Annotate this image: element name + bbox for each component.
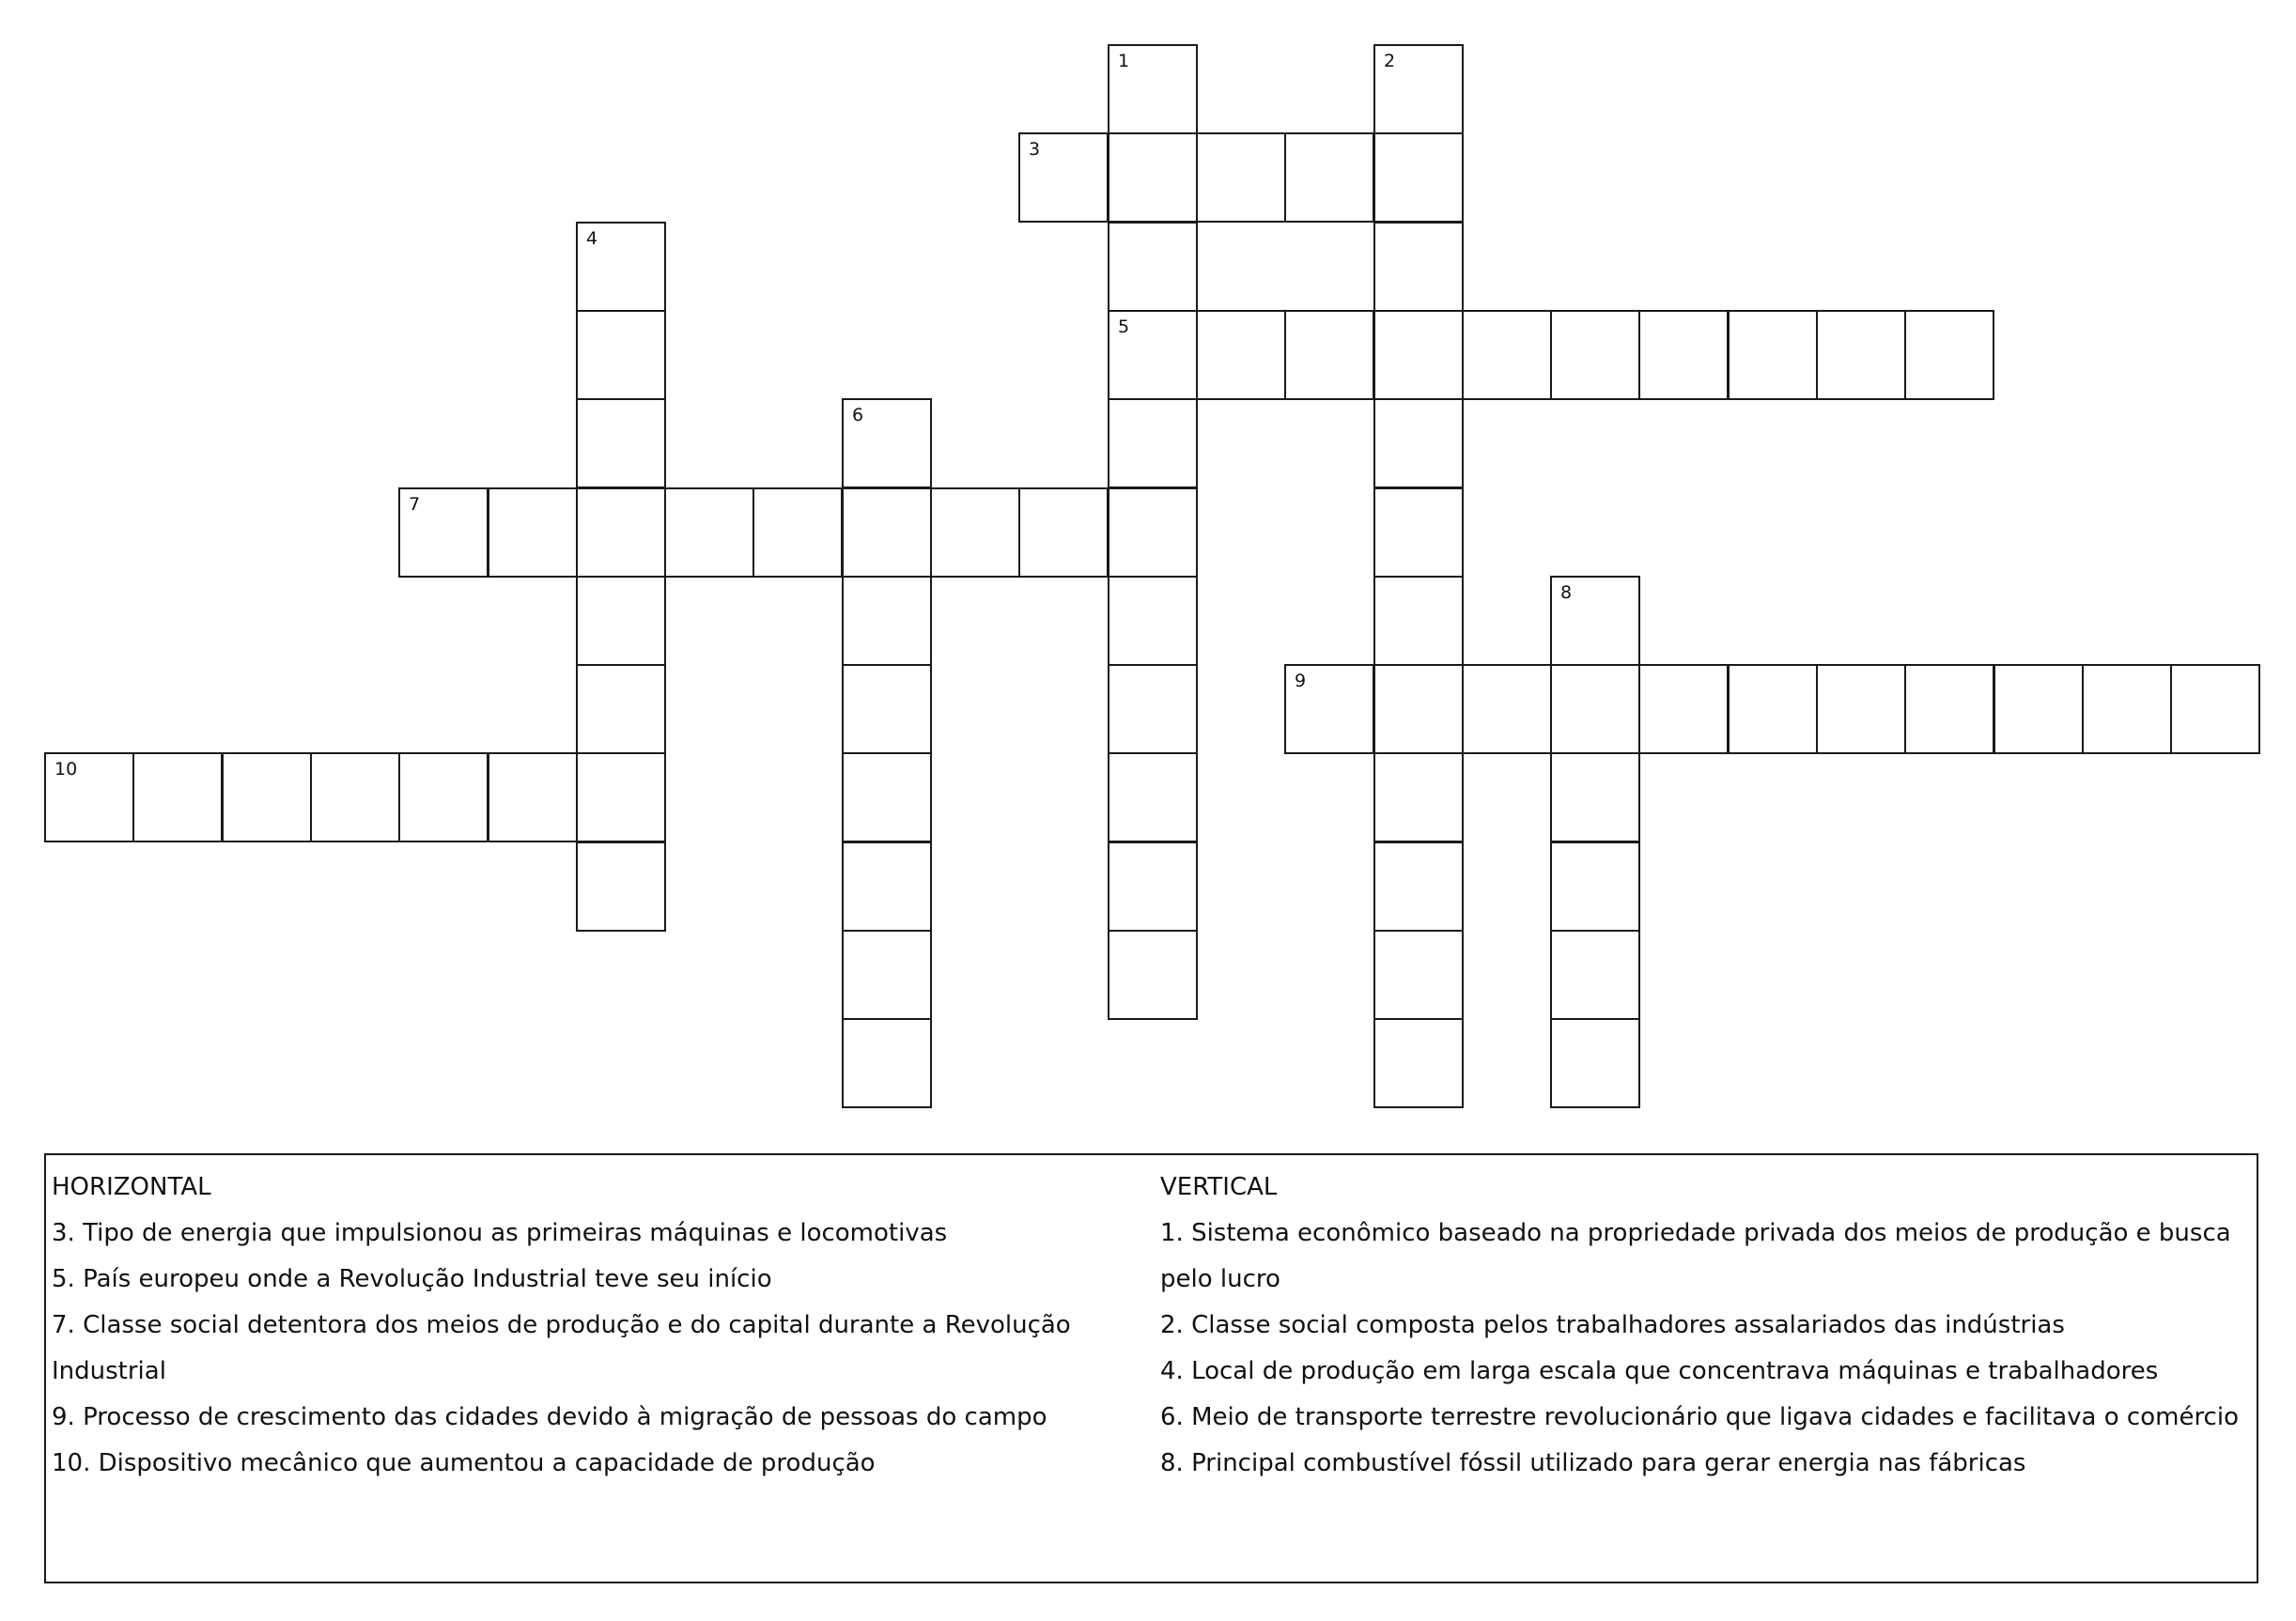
crossword-cell[interactable] — [222, 752, 312, 842]
clue-number: 10 — [54, 759, 78, 780]
clue-across-9: 9. Processo de crescimento das cidades devido à migração de pessoas do campo — [52, 1403, 1047, 1431]
clue-across-7: 7. Classe social detentora dos meios de produção e do capital durante a Revolução Industrial — [52, 1311, 1071, 1385]
crossword-cell[interactable] — [842, 398, 932, 488]
crossword-cell[interactable] — [664, 487, 754, 578]
clue-across-3: 3. Tipo de energia que impulsionou as primeiras máquinas e locomotivas — [52, 1219, 948, 1247]
crossword-cell[interactable] — [1373, 664, 1464, 754]
crossword-cell[interactable] — [488, 487, 578, 578]
crossword-cell[interactable] — [1108, 841, 1198, 932]
crossword-cell[interactable] — [1108, 222, 1198, 312]
clue-number: 9 — [1295, 671, 1307, 691]
crossword-cell[interactable] — [576, 752, 666, 842]
crossword-cell[interactable] — [1018, 132, 1109, 223]
crossword-cell[interactable] — [2170, 664, 2260, 754]
crossword-cell[interactable] — [1108, 664, 1198, 754]
clue-number: 6 — [852, 405, 864, 425]
clue-down-8: 8. Principal combustível fóssil utilizado para gerar energia nas fábricas — [1160, 1449, 2026, 1477]
crossword-cell[interactable] — [1108, 132, 1198, 223]
clue-number: 4 — [586, 228, 598, 249]
crossword-cell[interactable] — [842, 664, 932, 754]
crossword-cell[interactable] — [842, 930, 932, 1020]
crossword-cell[interactable] — [1284, 310, 1374, 400]
crossword-cell[interactable] — [1373, 44, 1464, 134]
crossword-cell[interactable] — [1373, 576, 1464, 666]
crossword-cell[interactable] — [842, 841, 932, 932]
crossword-cell[interactable] — [1108, 487, 1198, 578]
clue-across-5: 5. País europeu onde a Revolução Industrial teve seu início — [52, 1265, 772, 1293]
vertical-clues — [1160, 1165, 2250, 1487]
crossword-cell[interactable] — [1550, 664, 1640, 754]
crossword-cell[interactable] — [132, 752, 223, 842]
crossword-cell[interactable] — [576, 576, 666, 666]
crossword-cell[interactable] — [1108, 752, 1198, 842]
crossword-cell[interactable] — [488, 752, 578, 842]
crossword-cell[interactable] — [1373, 752, 1464, 842]
crossword-cell[interactable] — [1108, 310, 1198, 400]
crossword-cell[interactable] — [398, 752, 489, 842]
crossword-cell[interactable] — [1373, 222, 1464, 312]
crossword-cell[interactable] — [1018, 487, 1109, 578]
crossword-cell[interactable] — [1373, 398, 1464, 488]
crossword-cell[interactable] — [1816, 664, 1906, 754]
crossword-cell[interactable] — [1550, 752, 1640, 842]
crossword-cell[interactable] — [1108, 398, 1198, 488]
clue-number: 8 — [1560, 582, 1573, 603]
clue-across-10: 10. Dispositivo mecânico que aumentou a capacidade de produção — [52, 1449, 876, 1477]
crossword-cell[interactable] — [1108, 576, 1198, 666]
crossword-cell[interactable] — [1196, 310, 1286, 400]
crossword-cell[interactable] — [576, 398, 666, 488]
crossword-cell[interactable] — [2082, 664, 2172, 754]
crossword-cell[interactable] — [398, 487, 489, 578]
crossword-cell[interactable] — [576, 310, 666, 400]
crossword-cell[interactable] — [1462, 310, 1552, 400]
crossword-cell[interactable] — [1728, 310, 1818, 400]
crossword-cell[interactable] — [576, 664, 666, 754]
crossword-cell[interactable] — [1993, 664, 2084, 754]
crossword-cell[interactable] — [576, 487, 666, 578]
crossword-cell[interactable] — [1373, 841, 1464, 932]
crossword-cell[interactable] — [842, 487, 932, 578]
crossword-cell[interactable] — [842, 1018, 932, 1108]
clues-panel — [44, 1153, 2258, 1583]
crossword-cell[interactable] — [44, 752, 134, 842]
crossword-cell[interactable] — [930, 487, 1020, 578]
clue-number: 3 — [1029, 139, 1041, 160]
crossword-cell[interactable] — [1284, 664, 1374, 754]
crossword-cell[interactable] — [1373, 1018, 1464, 1108]
crossword-cell[interactable] — [1462, 664, 1552, 754]
crossword-cell[interactable] — [1904, 664, 1994, 754]
crossword-cell[interactable] — [310, 752, 400, 842]
crossword-cell[interactable] — [1904, 310, 1994, 400]
crossword-cell[interactable] — [1550, 930, 1640, 1020]
crossword-cell[interactable] — [1373, 487, 1464, 578]
crossword-cell[interactable] — [1550, 841, 1640, 932]
crossword-cell[interactable] — [1550, 576, 1640, 666]
clue-number: 1 — [1118, 51, 1130, 71]
crossword-cell[interactable] — [1816, 310, 1906, 400]
crossword-cell[interactable] — [1108, 44, 1198, 134]
crossword-cell[interactable] — [1550, 1018, 1640, 1108]
crossword-cell[interactable] — [1108, 930, 1198, 1020]
crossword-cell[interactable] — [842, 576, 932, 666]
horizontal-clues — [52, 1165, 1151, 1487]
crossword-cell[interactable] — [1373, 132, 1464, 223]
clue-down-4: 4. Local de produção em larga escala que concentrava máquinas e trabalhadores — [1160, 1357, 2159, 1385]
clue-number: 2 — [1384, 51, 1396, 71]
clue-down-1: 1. Sistema econômico baseado na propriedade privada dos meios de produção e busca pelo lucro — [1160, 1219, 2231, 1293]
clue-down-6: 6. Meio de transporte terrestre revolucionário que ligava cidades e facilitava o comércio — [1160, 1403, 2239, 1431]
crossword-cell[interactable] — [752, 487, 843, 578]
crossword-cell[interactable] — [1638, 664, 1729, 754]
crossword-cell[interactable] — [576, 222, 666, 312]
crossword-cell[interactable] — [1373, 310, 1464, 400]
crossword-cell[interactable] — [1373, 930, 1464, 1020]
vertical-heading: VERTICAL — [1160, 1173, 1278, 1201]
crossword-cell[interactable] — [1550, 310, 1640, 400]
clue-number: 7 — [409, 494, 421, 515]
clue-down-2: 2. Classe social composta pelos trabalhadores assalariados das indústrias — [1160, 1311, 2065, 1339]
crossword-cell[interactable] — [576, 841, 666, 932]
crossword-cell[interactable] — [1638, 310, 1729, 400]
crossword-cell[interactable] — [842, 752, 932, 842]
crossword-cell[interactable] — [1284, 132, 1374, 223]
clue-number: 5 — [1118, 316, 1130, 337]
horizontal-heading: HORIZONTAL — [52, 1173, 211, 1201]
crossword-cell[interactable] — [1196, 132, 1286, 223]
crossword-cell[interactable] — [1728, 664, 1818, 754]
